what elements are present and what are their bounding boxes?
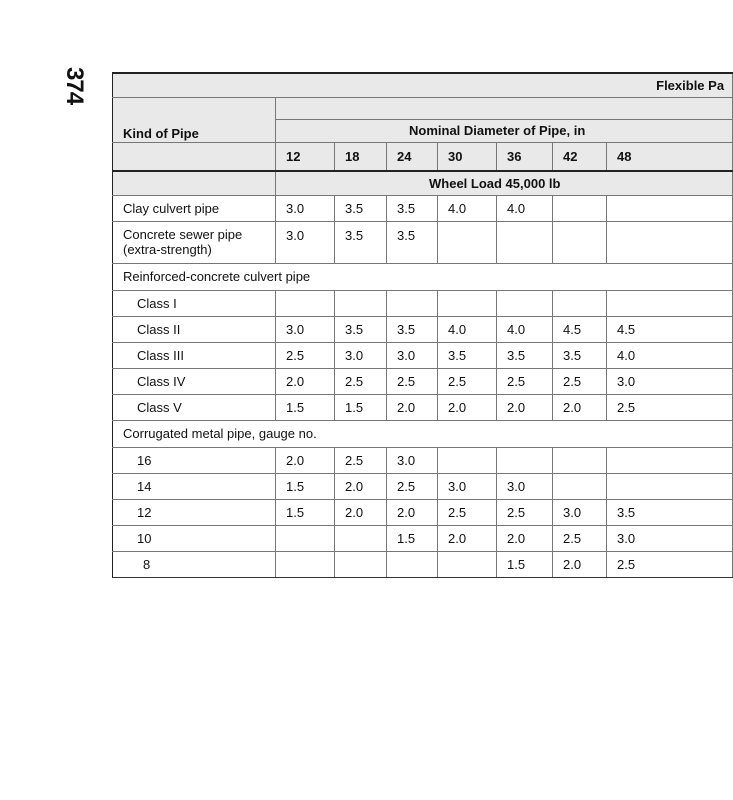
cell-value — [553, 447, 607, 473]
cell-value: 2.5 — [553, 525, 607, 551]
diameter-header-30: 30 — [438, 142, 497, 171]
cell-value: 3.5 — [553, 342, 607, 368]
cell-value: 3.0 — [607, 525, 733, 551]
table-row — [113, 447, 733, 473]
cell-value: 3.0 — [276, 195, 335, 221]
table-row — [113, 316, 733, 342]
cell-value: 4.5 — [553, 316, 607, 342]
cell-value — [438, 290, 497, 316]
cell-value: 3.0 — [553, 499, 607, 525]
cell-value: 1.5 — [276, 473, 335, 499]
row-label: Class II — [113, 316, 276, 342]
cell-value: 2.5 — [387, 473, 438, 499]
diameter-header-48: 48 — [607, 142, 733, 171]
cell-value: 2.0 — [438, 525, 497, 551]
cell-value: 2.0 — [553, 551, 607, 577]
corrugated-metal-section-row — [113, 420, 733, 447]
cell-value: 3.0 — [497, 473, 553, 499]
row-label: Class IV — [113, 368, 276, 394]
cell-value: 3.5 — [335, 221, 387, 263]
cell-value — [438, 221, 497, 263]
cell-value: 4.0 — [438, 195, 497, 221]
kind-of-pipe-header: Kind of Pipe — [113, 97, 276, 142]
diameter-header-12: 12 — [276, 142, 335, 171]
cell-value — [607, 447, 733, 473]
cell-value: 2.0 — [553, 394, 607, 420]
cell-value — [607, 195, 733, 221]
cell-value — [387, 290, 438, 316]
cell-value: 1.5 — [497, 551, 553, 577]
load-kind-spacer — [113, 171, 276, 195]
cell-value: 2.5 — [335, 447, 387, 473]
table-row — [113, 551, 733, 577]
cell-value — [497, 221, 553, 263]
cell-value — [497, 447, 553, 473]
row-label: 12 — [113, 499, 276, 525]
diameter-header-18: 18 — [335, 142, 387, 171]
cell-value: 2.0 — [497, 394, 553, 420]
cell-value: 2.0 — [335, 499, 387, 525]
cell-value: 3.5 — [387, 221, 438, 263]
cell-value: 3.0 — [276, 316, 335, 342]
cell-value: 3.0 — [607, 368, 733, 394]
row-label: 14 — [113, 473, 276, 499]
cell-value: 1.5 — [276, 394, 335, 420]
cell-value: 2.5 — [438, 499, 497, 525]
table-title: Flexible Pa — [113, 73, 733, 97]
cell-value — [607, 290, 733, 316]
kind-header-spacer — [113, 142, 276, 171]
cell-value: 2.5 — [497, 368, 553, 394]
cell-value: 2.0 — [497, 525, 553, 551]
cell-value: 3.5 — [387, 316, 438, 342]
cell-value — [276, 525, 335, 551]
row-label: Class III — [113, 342, 276, 368]
cell-value: 2.0 — [387, 394, 438, 420]
cell-value: 3.5 — [335, 195, 387, 221]
cell-value: 1.5 — [335, 394, 387, 420]
diameter-header-36: 36 — [497, 142, 553, 171]
row-label: 16 — [113, 447, 276, 473]
cell-value: 2.5 — [553, 368, 607, 394]
table-row — [113, 195, 733, 221]
table-row — [113, 499, 733, 525]
cell-value: 2.5 — [387, 368, 438, 394]
table-row — [113, 394, 733, 420]
cell-value — [438, 447, 497, 473]
table-row — [113, 290, 733, 316]
cell-value — [497, 290, 553, 316]
cell-value: 2.0 — [276, 368, 335, 394]
diameter-header-42: 42 — [553, 142, 607, 171]
row-label: Concrete sewer pipe (extra-strength) — [113, 221, 276, 263]
cell-value — [607, 473, 733, 499]
cell-value — [335, 290, 387, 316]
cell-value: 2.5 — [335, 368, 387, 394]
cell-value: 3.5 — [438, 342, 497, 368]
page-number: 374 — [61, 67, 88, 105]
cell-value: 4.0 — [438, 316, 497, 342]
cell-value — [553, 473, 607, 499]
cell-value: 3.5 — [607, 499, 733, 525]
cell-value: 2.5 — [276, 342, 335, 368]
nominal-diameter-header: Nominal Diameter of Pipe, in — [276, 119, 733, 142]
cell-value: 2.5 — [607, 394, 733, 420]
cell-value: 2.0 — [387, 499, 438, 525]
table-row — [113, 473, 733, 499]
cell-value — [607, 221, 733, 263]
cell-value: 1.5 — [387, 525, 438, 551]
cell-value: 3.5 — [335, 316, 387, 342]
header-spacer — [276, 97, 733, 119]
cell-value: 4.0 — [497, 195, 553, 221]
cell-value: 2.0 — [276, 447, 335, 473]
cell-value: 2.5 — [497, 499, 553, 525]
reinforced-concrete-section-label: Reinforced-concrete culvert pipe — [113, 263, 733, 290]
cell-value — [335, 551, 387, 577]
reinforced-concrete-section-row — [113, 263, 733, 290]
table-row — [113, 525, 733, 551]
cell-value — [553, 290, 607, 316]
cell-value: 3.0 — [335, 342, 387, 368]
cell-value: 2.5 — [438, 368, 497, 394]
table-row — [113, 221, 733, 263]
cell-value — [276, 290, 335, 316]
cell-value: 2.5 — [607, 551, 733, 577]
table-row — [113, 368, 733, 394]
cell-value: 3.0 — [438, 473, 497, 499]
corrugated-metal-section-label: Corrugated metal pipe, gauge no. — [113, 420, 733, 447]
wheel-load-header: Wheel Load 45,000 lb — [276, 171, 733, 195]
row-label: Class V — [113, 394, 276, 420]
cell-value — [387, 551, 438, 577]
row-label: 8 — [113, 551, 276, 577]
cell-value — [553, 221, 607, 263]
pavement-cover-table-container — [112, 72, 725, 578]
cell-value — [553, 195, 607, 221]
cell-value: 1.5 — [276, 499, 335, 525]
cell-value — [335, 525, 387, 551]
pavement-cover-table — [112, 72, 733, 578]
diameter-header-24: 24 — [387, 142, 438, 171]
cell-value: 3.0 — [276, 221, 335, 263]
cell-value: 3.5 — [387, 195, 438, 221]
cell-value: 2.0 — [335, 473, 387, 499]
cell-value — [276, 551, 335, 577]
cell-value: 2.0 — [438, 394, 497, 420]
cell-value: 4.0 — [497, 316, 553, 342]
table-row — [113, 342, 733, 368]
cell-value: 3.0 — [387, 342, 438, 368]
row-label: Class I — [113, 290, 276, 316]
row-label: 10 — [113, 525, 276, 551]
cell-value: 4.5 — [607, 316, 733, 342]
cell-value: 3.5 — [497, 342, 553, 368]
cell-value: 4.0 — [607, 342, 733, 368]
cell-value: 3.0 — [387, 447, 438, 473]
diameter-header-row — [113, 142, 733, 171]
cell-value — [438, 551, 497, 577]
row-label: Clay culvert pipe — [113, 195, 276, 221]
